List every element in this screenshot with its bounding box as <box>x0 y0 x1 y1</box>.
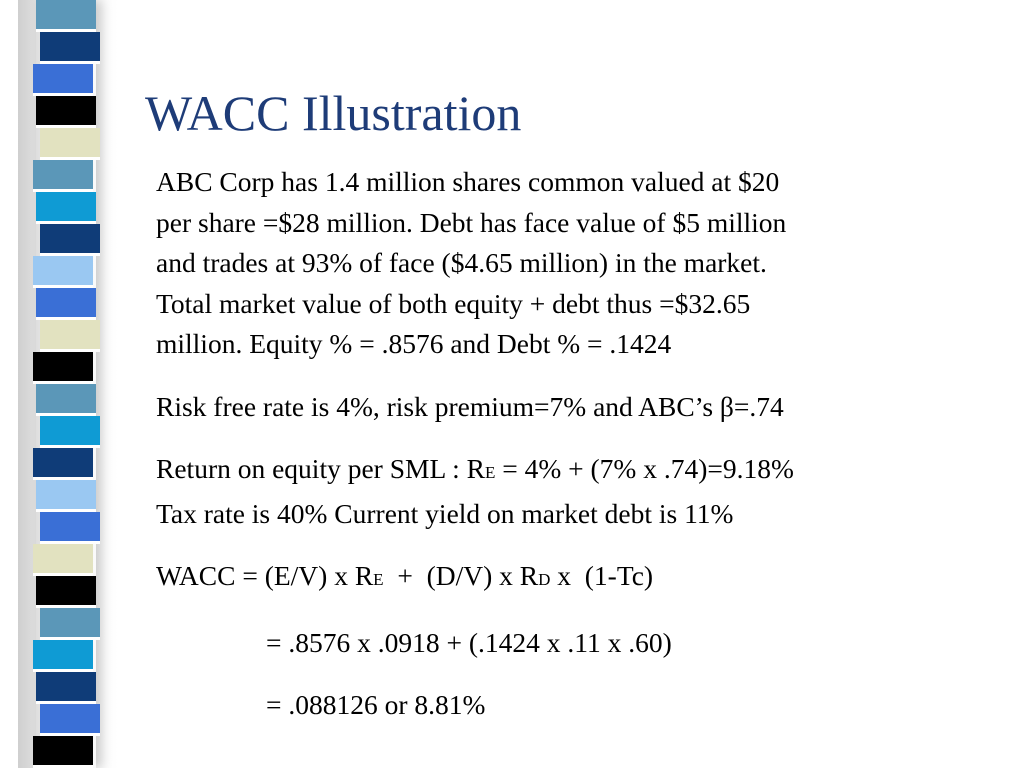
stripe-segment <box>33 256 93 288</box>
description-line: million. Equity % = .8576 and Debt % = .1424 <box>156 328 672 359</box>
wacc-result <box>156 685 976 726</box>
stripe-segment <box>40 224 100 256</box>
description-line: Total market value of both equity + debt thus =$32.65 <box>156 287 751 319</box>
slide-body <box>156 162 976 748</box>
roe-subscript: E <box>484 463 496 482</box>
stripe-segment <box>33 448 93 480</box>
stripe-segment <box>33 352 93 384</box>
wacc-formula <box>156 556 976 601</box>
stripe-segment <box>40 320 100 352</box>
stripe-segment <box>36 480 96 512</box>
stripe-segment <box>36 672 96 704</box>
decorative-stripe <box>36 0 96 768</box>
risk-rate-text: Risk free rate is 4%, risk premium=7% and ABC’s <box>156 390 720 422</box>
formula-subscript: E <box>373 570 384 589</box>
beta-symbol: β <box>719 390 734 422</box>
stripe-segment <box>36 192 96 224</box>
stripe-segment <box>40 704 100 736</box>
risk-rate-line <box>156 387 976 428</box>
tax-rate-line: Tax rate is 40% Current yield on market debt is 11% <box>156 497 734 529</box>
description-line: and trades at 93% of face ($4.65 million) in the market. <box>156 247 767 278</box>
stripe-segment <box>40 608 100 640</box>
roe-suffix: = 4% + (7% x .74)=9.18% <box>495 453 794 484</box>
calculation-line: = .8576 x .0918 + (.1424 x .11 x .60) <box>266 626 672 658</box>
stripe-segment <box>33 544 93 576</box>
stripe-segment <box>33 640 93 672</box>
formula-subscript: D <box>538 570 551 589</box>
formula-part: WACC = (E/V) x R <box>156 560 374 591</box>
stripe-segment <box>36 384 96 416</box>
stripe-segment <box>33 160 93 192</box>
description-line: per share =$28 million. Debt has face value of $5 million <box>156 206 787 238</box>
slide-title: WACC Illustration <box>145 85 522 141</box>
description-line: ABC Corp has 1.4 million shares common valued at $20 <box>156 166 780 197</box>
risk-rate-paragraph <box>156 387 976 428</box>
stripe-segment <box>36 288 96 320</box>
return-paragraph <box>156 449 976 534</box>
stripe-segment <box>36 576 96 608</box>
result-line: = .088126 or 8.81% <box>266 689 486 720</box>
stripe-segment <box>33 736 93 768</box>
stripe-segment <box>36 0 96 32</box>
stripe-segment <box>33 64 93 96</box>
formula-part: + (D/V) x R <box>383 560 539 591</box>
stripe-segment <box>40 128 100 160</box>
beta-value: =.74 <box>733 390 784 422</box>
stripe-segment <box>40 416 100 448</box>
wacc-calculation <box>156 623 976 664</box>
company-description <box>156 162 976 365</box>
wacc-formula-line <box>156 556 976 601</box>
return-on-equity-line <box>156 449 976 494</box>
stripe-segment <box>40 512 100 544</box>
formula-part: x (1-Tc) <box>550 560 654 591</box>
roe-prefix: Return on equity per SML : R <box>156 453 485 484</box>
stripe-segment <box>36 96 96 128</box>
stripe-segment <box>40 32 100 64</box>
